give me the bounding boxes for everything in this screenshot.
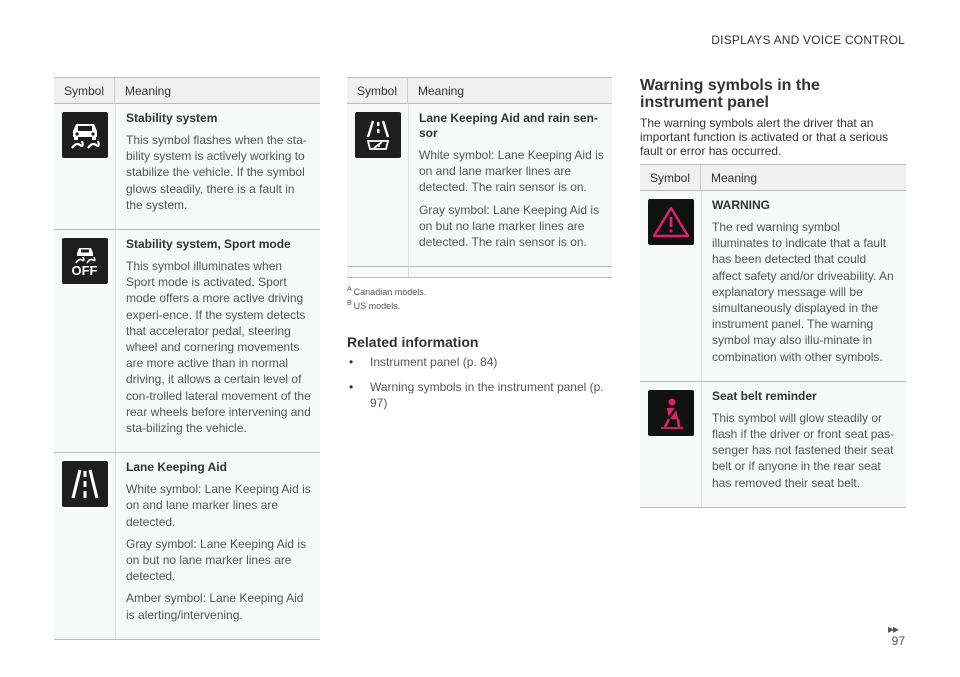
related-heading: Related information [347,334,479,351]
symbol-description: This symbol illuminates when Sport mode is activated. Sport mode offers a more active driving experi-ence. If the system detects that accelerator pedal, steering wheel and cornering movements are more active than in normal driving, it allows a certain level of con-trolled lateral movement of the rear wheels before intervening and sta-bilizing the vehicle. [126,259,311,436]
symbol-cell [347,104,408,266]
table-header [347,77,612,104]
symbol-description: This symbol flashes when the sta-bility system is actively working to stabilize the vehicle. If the symbol glows steadily, there is a fault in the system. [126,133,307,212]
column-3 [640,77,906,508]
off-label: OFF [71,263,98,279]
footnotes [347,284,612,312]
footnote: $^B$ US models. [347,300,401,312]
meaning-cell [701,382,906,507]
symbol-cell [54,453,115,639]
header-meaning: Meaning [700,165,757,190]
symbol-cell [640,382,701,507]
running-header: DISPLAYS AND VOICE CONTROL [711,33,905,47]
table-row [54,230,320,453]
footnote: $^A$ Canadian models. [347,286,427,298]
table-row [54,104,320,230]
symbol-description: Gray symbol: Lane Keeping Aid is on but no lane marker lines are detected. The rain sensor is on. [419,202,600,250]
meaning-cell [408,104,612,266]
table-row [640,191,906,382]
warning-triangle-icon [648,199,694,245]
symbol-description: The red warning symbol illuminates to indicate that a fault has been detected that could affect safety and/or driveability. An explanatory message will be simultaneously displayed in the instrument panel. The warning symbol may also illu-minate in combination with other symbols. [712,220,894,364]
symbol-title: Lane Keeping Aid and rain sen-sor [419,111,598,140]
symbol-description: Gray symbol: Lane Keeping Aid is on but no lane marker lines are detected. [126,536,307,584]
stability-system-icon [62,112,108,158]
symbol-title: Stability system, Sport mode [126,237,291,252]
stability-sport-mode-icon [62,238,108,284]
symbol-description: White symbol: Lane Keeping Aid is on and lane marker lines are detected. [126,482,311,529]
column-1 [54,77,320,640]
column-2 [347,77,612,420]
symbol-cell [54,104,115,229]
lane-keeping-aid-icon [62,461,108,507]
header-symbol: Symbol [649,170,690,185]
related-list [347,354,612,411]
table-row [640,382,906,508]
symbol-title: Lane Keeping Aid [126,460,227,475]
header-meaning: Meaning [407,78,464,103]
table-row [347,104,612,267]
related-link[interactable]: • Warning symbols in the instrument panel (p. 97) [349,380,604,411]
symbol-title: Seat belt reminder [712,388,817,403]
page-number: 97 [891,634,905,648]
table-header [54,77,320,104]
symbol-cell [640,191,701,381]
table-row-empty [347,267,612,278]
lane-keeping-rain-sensor-icon [355,112,401,158]
meaning-cell [115,230,320,452]
meaning-cell [115,104,320,229]
meaning-cell [115,453,320,639]
header-symbol: Symbol [63,83,104,98]
next-page-arrow-icon[interactable]: ▸▸ [887,622,898,636]
header-symbol: Symbol [356,83,397,98]
symbol-cell [54,230,115,452]
symbol-title: WARNING [712,198,770,212]
symbol-description: White symbol: Lane Keeping Aid is on and lane marker lines are detected. The rain sensor is on. [419,148,604,195]
symbol-description: This symbol will glow steadily or flash if the driver or front seat pas-senger has not fastened their seat belt or if anyone in the rear seat has removed their seat belt. [712,410,895,490]
meaning-cell [701,191,906,381]
related-link[interactable]: • Instrument panel (p. 84) [349,355,498,370]
symbol-title: Stability system [126,111,218,125]
section-intro: The warning symbols alert the driver that an important function is activated or that a serious fault or error has occurred. [640,116,889,158]
table-row [54,453,320,640]
table-header [640,164,906,191]
seat-belt-icon [648,390,694,436]
symbol-description: Amber symbol: Lane Keeping Aid is alerting/intervening. [126,591,304,622]
section-heading: Warning symbols in the instrument panel [640,77,820,111]
header-meaning: Meaning [114,78,171,103]
